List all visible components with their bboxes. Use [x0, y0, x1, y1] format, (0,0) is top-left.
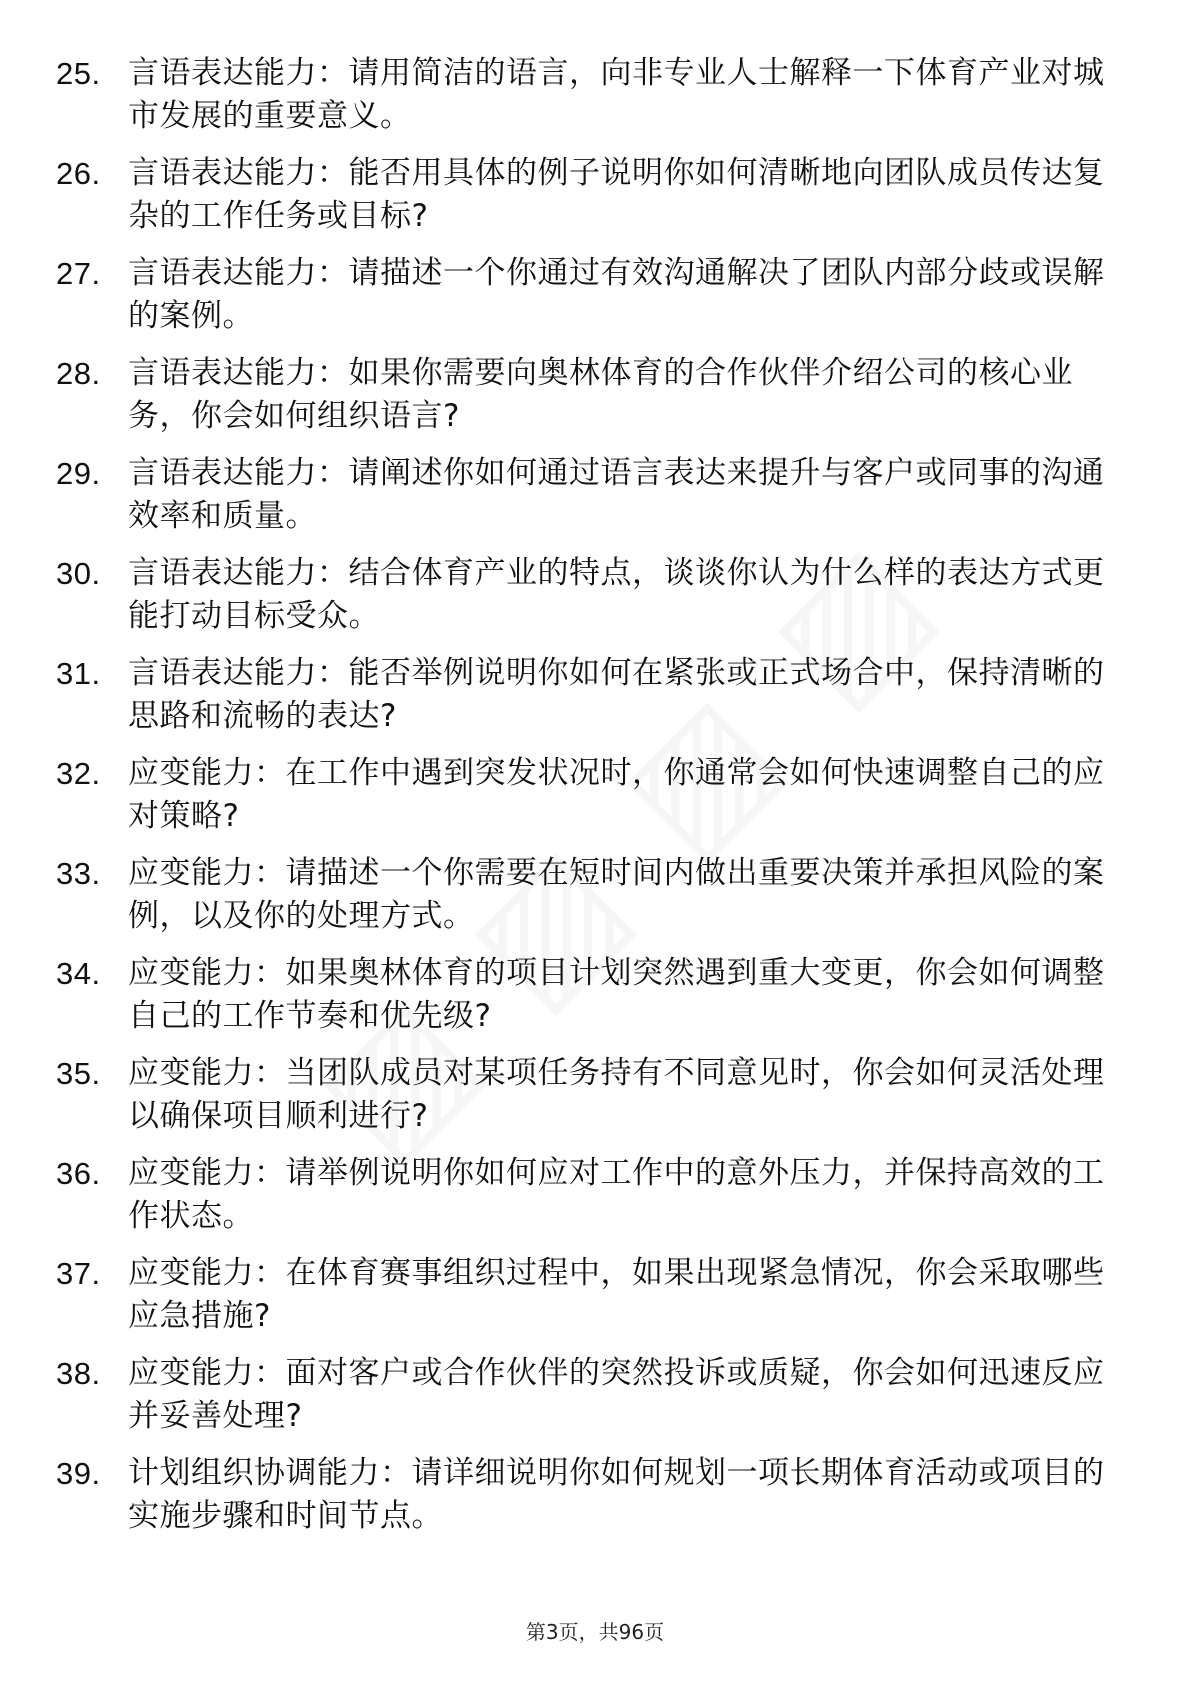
question-text: 应变能力：请举例说明你如何应对工作中的意外压力，并保持高效的工作状态。: [128, 1155, 1105, 1234]
question-number: 27.: [56, 256, 101, 291]
list-item: [56, 1352, 1116, 1438]
question-number: 38.: [56, 1356, 101, 1391]
list-item: [56, 1452, 1116, 1538]
question-text: 应变能力：当团队成员对某项任务持有不同意见时，你会如何灵活处理以确保项目顺利进行?: [128, 1055, 1105, 1134]
question-number: 26.: [56, 156, 101, 191]
question-text: 计划组织协调能力：请详细说明你如何规划一项长期体育活动或项目的实施步骤和时间节点。: [128, 1455, 1105, 1534]
question-text: 言语表达能力：能否用具体的例子说明你如何清晰地向团队成员传达复杂的工作任务或目标?: [128, 155, 1105, 234]
question-number: 37.: [56, 1256, 101, 1291]
question-text: 言语表达能力：请阐述你如何通过语言表达来提升与客户或同事的沟通效率和质量。: [128, 455, 1105, 534]
question-number: 29.: [56, 456, 101, 491]
question-text: 应变能力：如果奥林体育的项目计划突然遇到重大变更，你会如何调整自己的工作节奏和优先级?: [128, 955, 1105, 1034]
question-number: 35.: [56, 1056, 101, 1091]
question-text: 应变能力：在工作中遇到突发状况时，你通常会如何快速调整自己的应对策略?: [128, 755, 1105, 834]
question-number: 28.: [56, 356, 101, 391]
question-number: 34.: [56, 956, 101, 991]
question-number: 25.: [56, 56, 101, 91]
list-item: [56, 1052, 1116, 1138]
list-item: [56, 152, 1116, 238]
question-number: 31.: [56, 656, 101, 691]
list-item: [56, 552, 1116, 638]
question-text: 言语表达能力：能否举例说明你如何在紧张或正式场合中，保持清晰的思路和流畅的表达?: [128, 655, 1105, 734]
question-list: [56, 52, 1116, 1552]
list-item: [56, 352, 1116, 438]
question-text: 言语表达能力：请用简洁的语言，向非专业人士解释一下体育产业对城市发展的重要意义。: [128, 55, 1105, 134]
question-number: 32.: [56, 756, 101, 791]
question-text: 应变能力：请描述一个你需要在短时间内做出重要决策并承担风险的案例，以及你的处理方式。: [128, 855, 1105, 934]
list-item: [56, 252, 1116, 338]
list-item: [56, 52, 1116, 138]
question-number: 36.: [56, 1156, 101, 1191]
page-footer: 第3页，共96页: [525, 1620, 665, 1644]
list-item: [56, 652, 1116, 738]
question-number: 30.: [56, 556, 101, 591]
question-text: 应变能力：面对客户或合作伙伴的突然投诉或质疑，你会如何迅速反应并妥善处理?: [128, 1355, 1105, 1434]
question-text: 言语表达能力：请描述一个你通过有效沟通解决了团队内部分歧或误解的案例。: [128, 255, 1105, 334]
question-number: 33.: [56, 856, 101, 891]
list-item: [56, 752, 1116, 838]
question-text: 言语表达能力：如果你需要向奥林体育的合作伙伴介绍公司的核心业务，你会如何组织语言?: [128, 355, 1073, 434]
question-text: 应变能力：在体育赛事组织过程中，如果出现紧急情况，你会采取哪些应急措施?: [128, 1255, 1105, 1334]
list-item: [56, 1152, 1116, 1238]
list-item: [56, 952, 1116, 1038]
question-text: 言语表达能力：结合体育产业的特点，谈谈你认为什么样的表达方式更能打动目标受众。: [128, 555, 1105, 634]
question-number: 39.: [56, 1456, 101, 1491]
list-item: [56, 452, 1116, 538]
list-item: [56, 852, 1116, 938]
list-item: [56, 1252, 1116, 1338]
